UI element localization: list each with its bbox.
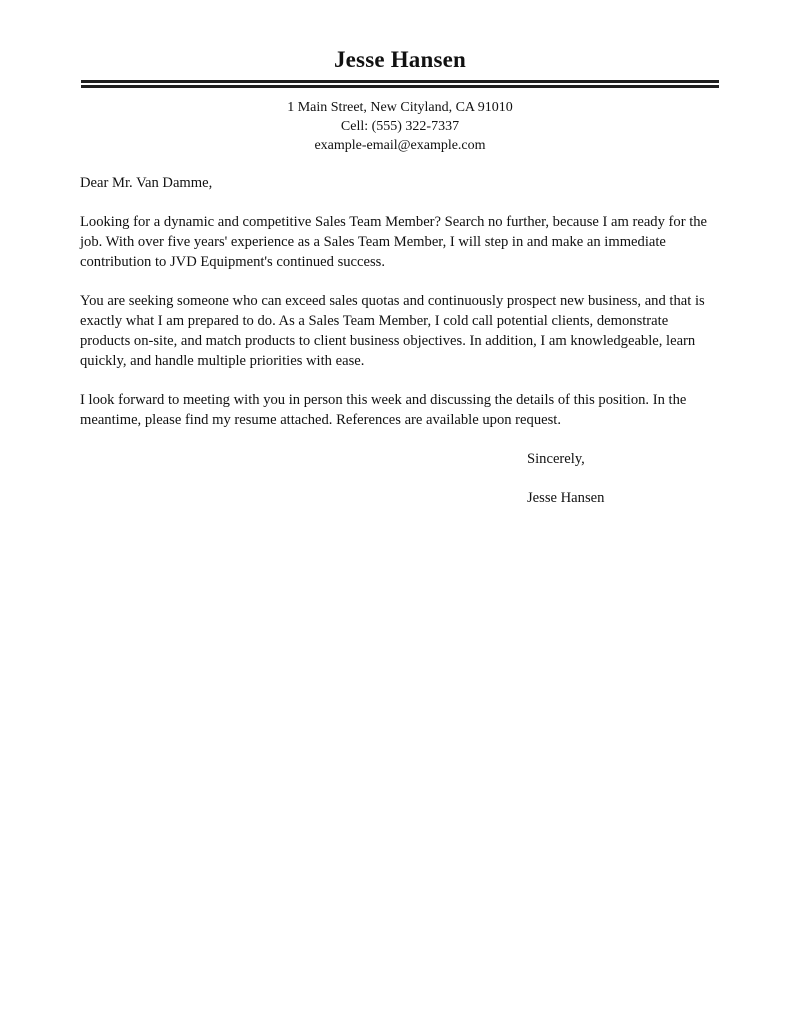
body-paragraph-2: You are seeking someone who can exceed sales quotas and continuously prospect new business, and that is exactly what I am prepared to do. As a Sales Team Member, I cold call potential clients, demonstrate products on-site, and match products to client business objectives. In addition, I am knowledgeable, learn quickly, and handle multiple priorities with ease. <box>80 292 705 369</box>
closing-block <box>527 449 720 508</box>
closing-salutation: Sincerely, <box>527 450 585 467</box>
contact-block <box>0 98 800 155</box>
body-paragraph-3: I look forward to meeting with you in person this week and discussing the details of this position. In the meantime, please find my resume attached. References are available upon request. <box>80 391 687 428</box>
contact-phone: Cell: (555) 322-7337 <box>340 118 460 134</box>
header-divider-rule <box>81 80 719 88</box>
signature-name: Jesse Hansen <box>527 489 605 506</box>
contact-address: 1 Main Street, New Cityland, CA 91010 <box>287 99 513 115</box>
letter-body <box>80 155 720 508</box>
letter-author-name: Jesse Hansen <box>333 47 467 72</box>
contact-email: example-email@example.com <box>314 137 486 153</box>
salutation: Dear Mr. Van Damme, <box>80 174 213 191</box>
letter-header <box>0 0 800 155</box>
body-paragraph-1: Looking for a dynamic and competitive Sales Team Member? Search no further, because I am ready for the job. With over five years' experience as a Sales Team Member, I will step in and make an immediate contribution to JVD Equipment's continued success. <box>80 213 708 270</box>
